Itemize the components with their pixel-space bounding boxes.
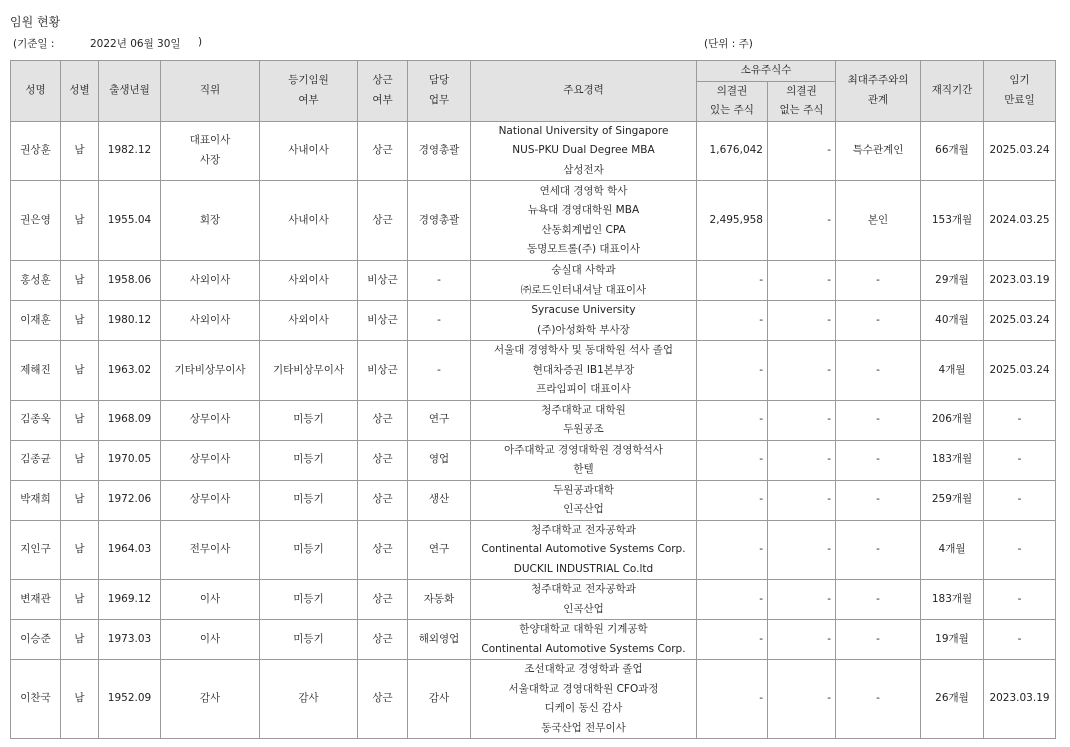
duty-cell: 연구 xyxy=(408,520,471,580)
career-cell-line: DUCKIL INDUSTRIAL Co.ltd xyxy=(513,562,654,575)
fulltime-cell: 비상근 xyxy=(358,301,408,341)
career-cell-line: National University of Singapore xyxy=(498,124,669,137)
nonvoting-shares-cell: - xyxy=(768,660,836,739)
career-cell-line: 조선대학교 경영학과 졸업 xyxy=(524,663,643,675)
position-cell-line: 기타비상무이사 xyxy=(174,363,246,376)
duty-cell: 경영총괄 xyxy=(408,181,471,261)
nonvoting-shares-cell: - xyxy=(768,440,836,480)
voting-shares-cell: 2,495,958 xyxy=(697,181,768,261)
relation-cell: - xyxy=(836,301,921,341)
birth-cell: 1963.02 xyxy=(99,341,161,401)
base-date-label: (기준일 : xyxy=(13,38,55,50)
term-cell: 2025.03.24 xyxy=(984,121,1056,181)
birth-cell: 1964.03 xyxy=(99,520,161,580)
gender-cell: 남 xyxy=(61,261,99,301)
fulltime-cell: 상근 xyxy=(358,440,408,480)
relation-cell: - xyxy=(836,400,921,440)
nonvoting-shares-cell: - xyxy=(768,580,836,620)
header-position: 직위 xyxy=(161,61,260,122)
position-cell xyxy=(161,181,260,261)
career-cell xyxy=(471,261,697,301)
term-cell: - xyxy=(984,520,1056,580)
header-shares: 소유주식수 xyxy=(697,61,836,82)
name-cell: 변재관 xyxy=(11,580,61,620)
relation-cell: 본인 xyxy=(836,181,921,261)
tenure-cell: 183개월 xyxy=(921,580,984,620)
career-cell-line: 두원공조 xyxy=(563,423,604,435)
header-term: 임기 만료일 xyxy=(984,61,1056,122)
relation-cell: - xyxy=(836,580,921,620)
table-row xyxy=(11,520,1056,580)
career-cell-line: (주)아성화학 부사장 xyxy=(537,323,630,336)
term-cell: - xyxy=(984,400,1056,440)
nonvoting-shares-cell: - xyxy=(768,341,836,401)
registered-cell: 사외이사 xyxy=(260,261,358,301)
career-cell xyxy=(471,400,697,440)
career-cell-line: Syracuse University xyxy=(531,304,636,316)
fulltime-cell: 상근 xyxy=(358,520,408,580)
name-cell: 김종균 xyxy=(11,440,61,480)
fulltime-cell: 상근 xyxy=(358,400,408,440)
gender-cell: 남 xyxy=(61,181,99,261)
relation-cell: - xyxy=(836,261,921,301)
gender-cell: 남 xyxy=(61,440,99,480)
name-cell: 지인구 xyxy=(11,520,61,580)
tenure-cell: 206개월 xyxy=(921,400,984,440)
name-cell: 홍성훈 xyxy=(11,261,61,301)
fulltime-cell: 비상근 xyxy=(358,261,408,301)
birth-cell: 1969.12 xyxy=(99,580,161,620)
header-fulltime: 상근 여부 xyxy=(358,61,408,122)
fulltime-cell: 상근 xyxy=(358,580,408,620)
career-cell-line: 한양대학교 대학원 기계공학 xyxy=(519,623,648,635)
name-cell: 이재훈 xyxy=(11,301,61,341)
table-row xyxy=(11,181,1056,261)
gender-cell: 남 xyxy=(61,660,99,739)
career-cell-line: NUS-PKU Dual Degree MBA xyxy=(512,144,655,156)
header-tenure: 재직기간 xyxy=(921,61,984,122)
table-row xyxy=(11,400,1056,440)
registered-cell: 미등기 xyxy=(260,440,358,480)
birth-cell: 1973.03 xyxy=(99,620,161,660)
position-cell xyxy=(161,520,260,580)
birth-cell: 1968.09 xyxy=(99,400,161,440)
position-cell-line: 사장 xyxy=(199,153,221,166)
header-registered: 등기임원 여부 xyxy=(260,61,358,122)
career-cell xyxy=(471,181,697,261)
fulltime-cell: 상근 xyxy=(358,620,408,660)
executives-table xyxy=(10,60,1056,739)
position-cell-line: 전무이사 xyxy=(189,543,231,555)
fulltime-cell: 비상근 xyxy=(358,341,408,401)
nonvoting-shares-cell: - xyxy=(768,121,836,181)
career-cell xyxy=(471,620,697,660)
career-cell-line: Continental Automotive Systems Corp. xyxy=(481,642,686,655)
duty-cell: 영업 xyxy=(408,440,471,480)
term-cell: 2023.03.19 xyxy=(984,261,1056,301)
term-cell: 2025.03.24 xyxy=(984,301,1056,341)
tenure-cell: 183개월 xyxy=(921,440,984,480)
career-cell-line: 동명모트롤(주) 대표이사 xyxy=(527,243,640,255)
tenure-cell: 4개월 xyxy=(921,341,984,401)
career-cell xyxy=(471,341,697,401)
position-cell-line: 이사 xyxy=(199,632,221,645)
base-date-value: 2022년 06월 30일 xyxy=(90,38,181,50)
duty-cell: - xyxy=(408,261,471,301)
nonvoting-shares-cell: - xyxy=(768,181,836,261)
career-cell-line: 청주대학교 전자공학과 xyxy=(531,523,636,536)
header-relation: 최대주주와의 관계 xyxy=(836,61,921,122)
career-cell-line: 한텔 xyxy=(573,463,594,475)
position-cell-line: 상무이사 xyxy=(189,453,231,466)
relation-cell: - xyxy=(836,520,921,580)
nonvoting-shares-cell: - xyxy=(768,301,836,341)
tenure-cell: 26개월 xyxy=(921,660,984,739)
position-cell-line: 이사 xyxy=(199,592,221,605)
unit-label: (단위 : 주) xyxy=(704,38,753,50)
nonvoting-shares-cell: - xyxy=(768,480,836,520)
position-cell xyxy=(161,660,260,739)
position-cell-line: 사외이사 xyxy=(189,273,231,286)
term-cell: - xyxy=(984,580,1056,620)
gender-cell: 남 xyxy=(61,520,99,580)
career-cell-line: 아주대학교 경영대학원 경영학석사 xyxy=(504,443,663,456)
fulltime-cell: 상근 xyxy=(358,181,408,261)
career-cell xyxy=(471,121,697,181)
nonvoting-shares-cell: - xyxy=(768,400,836,440)
position-cell xyxy=(161,400,260,440)
position-cell xyxy=(161,261,260,301)
duty-cell: 감사 xyxy=(408,660,471,739)
page-title: 임원 현황 xyxy=(10,15,61,29)
career-cell xyxy=(471,580,697,620)
position-cell-line: 대표이사 xyxy=(189,134,231,147)
career-cell-line: 삼성전자 xyxy=(563,163,604,176)
registered-cell: 미등기 xyxy=(260,400,358,440)
term-cell: 2025.03.24 xyxy=(984,341,1056,401)
table-body xyxy=(11,121,1056,739)
position-cell-line: 상무이사 xyxy=(189,493,231,506)
relation-cell: - xyxy=(836,480,921,520)
voting-shares-cell: - xyxy=(697,520,768,580)
career-cell-line: 서울대학교 경영대학원 CFO과정 xyxy=(508,682,659,695)
fulltime-cell: 상근 xyxy=(358,121,408,181)
gender-cell: 남 xyxy=(61,341,99,401)
position-cell xyxy=(161,480,260,520)
career-cell-line: 숭실대 사학과 xyxy=(551,264,616,276)
career-cell xyxy=(471,660,697,739)
header-voting: 의결권 있는 주식 xyxy=(697,81,768,121)
career-cell-line: 산동회계법인 CPA xyxy=(541,223,626,236)
duty-cell: 해외영업 xyxy=(408,620,471,660)
career-cell-line: 디케이 동신 감사 xyxy=(544,702,623,714)
name-cell: 권상훈 xyxy=(11,121,61,181)
fulltime-cell: 상근 xyxy=(358,660,408,739)
tenure-cell: 40개월 xyxy=(921,301,984,341)
registered-cell: 미등기 xyxy=(260,580,358,620)
birth-cell: 1982.12 xyxy=(99,121,161,181)
term-cell: - xyxy=(984,480,1056,520)
career-cell-line: 뉴욕대 경영대학원 MBA xyxy=(527,204,640,216)
career-cell-line: 현대차증권 IB1본부장 xyxy=(532,363,635,376)
relation-cell: 특수관계인 xyxy=(836,121,921,181)
position-cell-line: 회장 xyxy=(199,213,221,226)
fulltime-cell: 상근 xyxy=(358,480,408,520)
position-cell-line: 감사 xyxy=(199,692,221,705)
term-cell: - xyxy=(984,440,1056,480)
base-date-close: ) xyxy=(198,36,203,48)
position-cell xyxy=(161,301,260,341)
voting-shares-cell: - xyxy=(697,580,768,620)
duty-cell: 생산 xyxy=(408,480,471,520)
table-row xyxy=(11,440,1056,480)
duty-cell: - xyxy=(408,301,471,341)
voting-shares-cell: - xyxy=(697,400,768,440)
duty-cell: 경영총괄 xyxy=(408,121,471,181)
career-cell xyxy=(471,301,697,341)
voting-shares-cell: 1,676,042 xyxy=(697,121,768,181)
name-cell: 박재희 xyxy=(11,480,61,520)
registered-cell: 사외이사 xyxy=(260,301,358,341)
birth-cell: 1980.12 xyxy=(99,301,161,341)
position-cell xyxy=(161,121,260,181)
nonvoting-shares-cell: - xyxy=(768,261,836,301)
position-cell xyxy=(161,440,260,480)
birth-cell: 1958.06 xyxy=(99,261,161,301)
career-cell-line: 프라임피이 대표이사 xyxy=(536,383,631,395)
header-name: 성명 xyxy=(11,61,61,122)
birth-cell: 1970.05 xyxy=(99,440,161,480)
career-cell-line: Continental Automotive Systems Corp. xyxy=(481,543,686,555)
position-cell xyxy=(161,341,260,401)
registered-cell: 미등기 xyxy=(260,620,358,660)
header-gender: 성별 xyxy=(61,61,99,122)
registered-cell: 기타비상무이사 xyxy=(260,341,358,401)
relation-cell: - xyxy=(836,620,921,660)
tenure-cell: 153개월 xyxy=(921,181,984,261)
tenure-cell: 66개월 xyxy=(921,121,984,181)
header-career: 주요경력 xyxy=(471,61,697,122)
registered-cell: 사내이사 xyxy=(260,121,358,181)
gender-cell: 남 xyxy=(61,580,99,620)
header-nonvoting: 의결권 없는 주식 xyxy=(768,81,836,121)
term-cell: 2024.03.25 xyxy=(984,181,1056,261)
gender-cell: 남 xyxy=(61,301,99,341)
career-cell-line: 동국산업 전무이사 xyxy=(541,721,626,734)
nonvoting-shares-cell: - xyxy=(768,520,836,580)
career-cell-line: 인곡산업 xyxy=(563,503,604,515)
position-cell-line: 상무이사 xyxy=(189,413,231,426)
term-cell: 2023.03.19 xyxy=(984,660,1056,739)
career-cell xyxy=(471,480,697,520)
career-cell-line: 서울대 경영학사 및 동대학원 석사 졸업 xyxy=(494,344,673,356)
birth-cell: 1952.09 xyxy=(99,660,161,739)
registered-cell: 감사 xyxy=(260,660,358,739)
duty-cell: - xyxy=(408,341,471,401)
tenure-cell: 4개월 xyxy=(921,520,984,580)
name-cell: 이찬국 xyxy=(11,660,61,739)
header-birth: 출생년월 xyxy=(99,61,161,122)
position-cell xyxy=(161,580,260,620)
career-cell-line: 인곡산업 xyxy=(563,602,604,615)
registered-cell: 미등기 xyxy=(260,520,358,580)
gender-cell: 남 xyxy=(61,121,99,181)
table-row xyxy=(11,261,1056,301)
registered-cell: 미등기 xyxy=(260,480,358,520)
career-cell-line: 두원공과대학 xyxy=(553,483,614,496)
voting-shares-cell: - xyxy=(697,660,768,739)
voting-shares-cell: - xyxy=(697,301,768,341)
table-row xyxy=(11,341,1056,401)
career-cell-line: 청주대학교 대학원 xyxy=(541,403,626,416)
birth-cell: 1972.06 xyxy=(99,480,161,520)
career-cell-line: 청주대학교 전자공학과 xyxy=(531,583,636,595)
position-cell-line: 사외이사 xyxy=(189,313,231,326)
table-row xyxy=(11,620,1056,660)
relation-cell: - xyxy=(836,660,921,739)
career-cell xyxy=(471,440,697,480)
name-cell: 이승준 xyxy=(11,620,61,660)
voting-shares-cell: - xyxy=(697,620,768,660)
tenure-cell: 19개월 xyxy=(921,620,984,660)
relation-cell: - xyxy=(836,341,921,401)
voting-shares-cell: - xyxy=(697,341,768,401)
tenure-cell: 259개월 xyxy=(921,480,984,520)
table-row xyxy=(11,580,1056,620)
name-cell: 제해진 xyxy=(11,341,61,401)
duty-cell: 자동화 xyxy=(408,580,471,620)
career-cell-line: ㈜로드인터내셔날 대표이사 xyxy=(520,283,647,296)
table-row xyxy=(11,480,1056,520)
gender-cell: 남 xyxy=(61,480,99,520)
table-row xyxy=(11,301,1056,341)
header-duty: 담당 업무 xyxy=(408,61,471,122)
table-row xyxy=(11,660,1056,739)
table-row xyxy=(11,121,1056,181)
nonvoting-shares-cell: - xyxy=(768,620,836,660)
tenure-cell: 29개월 xyxy=(921,261,984,301)
voting-shares-cell: - xyxy=(697,440,768,480)
registered-cell: 사내이사 xyxy=(260,181,358,261)
name-cell: 김종욱 xyxy=(11,400,61,440)
gender-cell: 남 xyxy=(61,400,99,440)
voting-shares-cell: - xyxy=(697,261,768,301)
career-cell-line: 연세대 경영학 학사 xyxy=(539,184,628,197)
relation-cell: - xyxy=(836,440,921,480)
birth-cell: 1955.04 xyxy=(99,181,161,261)
gender-cell: 남 xyxy=(61,620,99,660)
name-cell: 권은영 xyxy=(11,181,61,261)
position-cell xyxy=(161,620,260,660)
duty-cell: 연구 xyxy=(408,400,471,440)
term-cell: - xyxy=(984,620,1056,660)
voting-shares-cell: - xyxy=(697,480,768,520)
career-cell xyxy=(471,520,697,580)
